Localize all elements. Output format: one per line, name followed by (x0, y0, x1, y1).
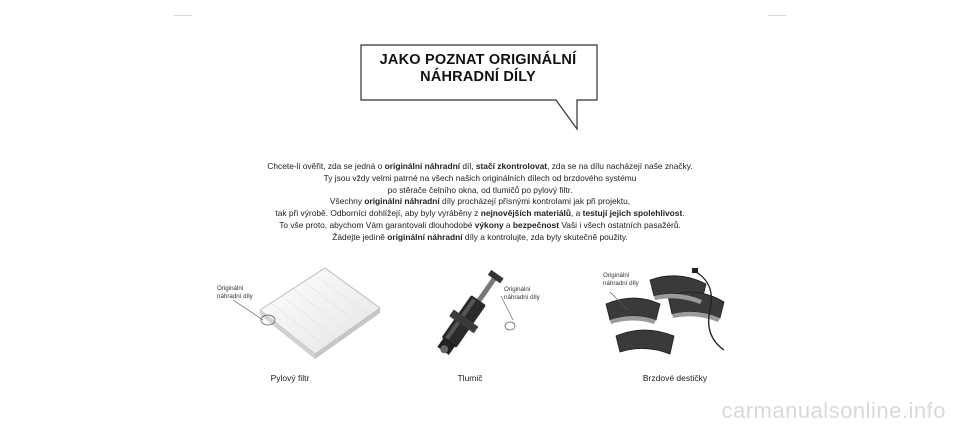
intro-line-2: Ty jsou vždy velmi patrné na všech našich originálních dílech od brzdového systému (323, 172, 637, 183)
page-title-line1: JAKO POZNAT ORIGINÁLNÍ (379, 52, 577, 68)
intro-text (220, 161, 740, 244)
intro-line-4: Všechny originální náhradní díly procházejí přísnými kontrolami jak při projektu, (329, 196, 631, 207)
caption-pollen-filter: Pylový filtr (270, 373, 310, 383)
intro-line-5: tak při výrobě. Odborníci dohlížejí, aby byly vyráběny z nejnovějších materiálů, a testují jejich spolehlivost. (275, 208, 685, 219)
caption-brake-pads: Brzdové destičky (642, 373, 708, 383)
pollen-filter-image (215, 262, 385, 362)
intro-line-7: Žádejte jedině originální náhradní díly a kontrolujte, zda byly skutečně použity. (332, 231, 628, 242)
shock-logo-marker (505, 322, 515, 330)
intro-line-1: Chcete-li ověřit, zda se jedná o originální náhradní díl, stačí zkontrolovat, zda se na dílu nacházejí naše značky. (267, 161, 693, 171)
watermark: carmanualsonline.info (721, 398, 946, 423)
shock-absorber-image (415, 268, 535, 364)
filter-callout-line (233, 300, 263, 320)
page-title (362, 52, 594, 86)
filter-callout: Originální náhradní díly (217, 285, 253, 300)
caption-shock-absorber: Tlumič (457, 373, 483, 383)
intro-line-6: To vše proto, abychom Vám garantovali dlouhodobé výkony a bezpečnost Vaši i všech ostatních pasažérů. (279, 219, 681, 230)
shock-callout: Originální náhradní díly (504, 286, 540, 301)
brakes-callout: Originální náhradní díly (603, 272, 639, 287)
intro-line-3: po stěrače čelního okna, od tlumičů po pylový filtr. (387, 184, 573, 195)
page-title-line2: NÁHRADNÍ DÍLY (420, 69, 536, 85)
